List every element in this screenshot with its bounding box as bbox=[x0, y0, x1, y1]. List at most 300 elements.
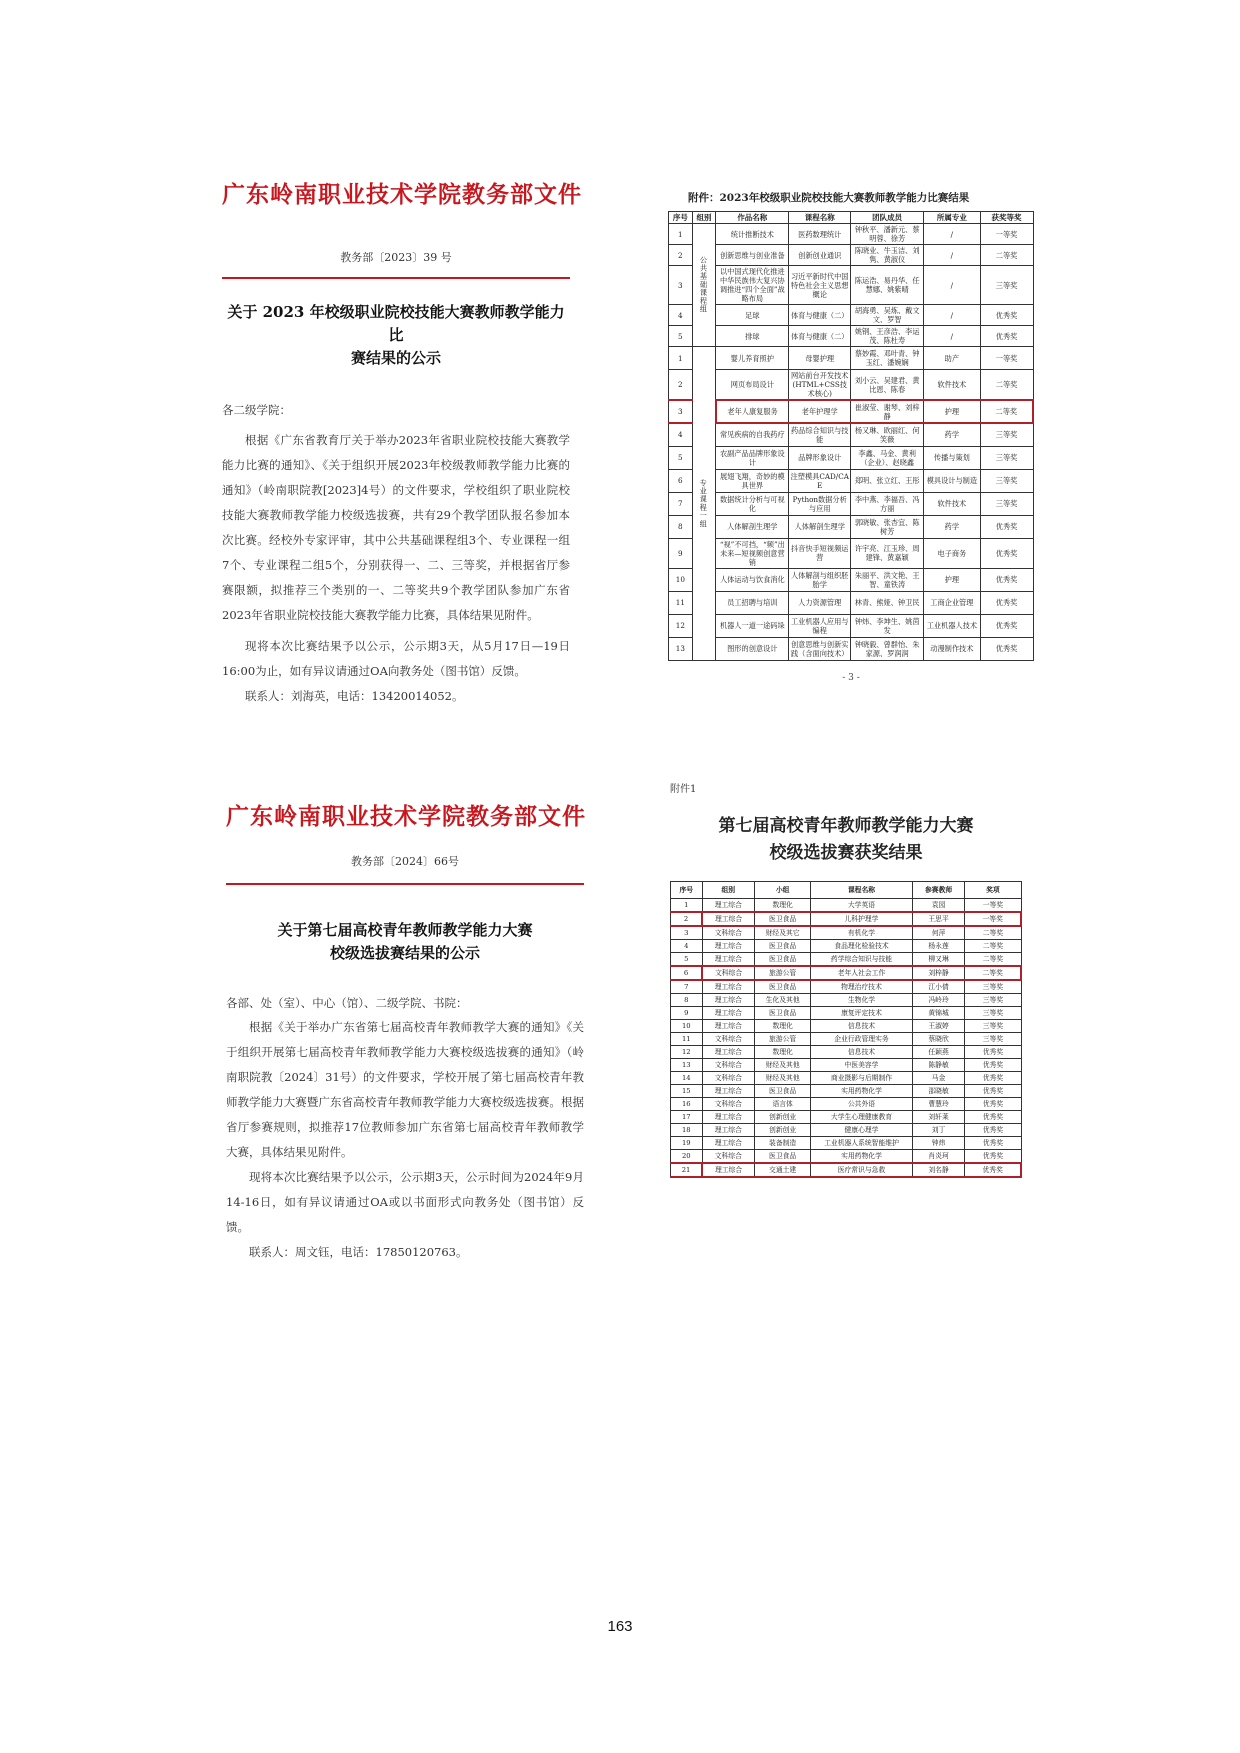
column-header: 序号 bbox=[671, 882, 703, 899]
column-header: 组别 bbox=[692, 212, 716, 224]
column-header: 课程名称 bbox=[811, 882, 913, 899]
table-cell: 崔淑莹、谢琴、刘梓静 bbox=[851, 400, 924, 423]
cell-index: 2 bbox=[669, 370, 693, 401]
inner-page-marker: - 3 - bbox=[842, 672, 860, 683]
table-cell: 数理化 bbox=[755, 899, 811, 913]
body-paragraph: 根据《广东省教育厅关于举办2023年省职业院校技能大赛教学能力比赛的通知》、《关于组织开展2023年校级教师教学能力比赛的通知》（岭南职院教[2023]4号）的文件要求，学校组织了职业院校技能大赛教师教学能力校级选拔赛，共有29个教学团队报名参加本次比赛。经校外专家评审，其中公共基础课程组3个、专业课程一组7个、专业课程二组5个，分别获得一、二、三等奖，并根据省厅参赛限额，拟推荐三个类别的一、二等奖共9个教学团队参加广东省2023年省职业院校技能大赛教学能力比赛，具体结果见附件。 bbox=[222, 433, 570, 622]
results-table bbox=[670, 881, 1022, 1178]
table-cell: 以中国式现代化推进中华民族伟大复兴协调推进“四个全面”战略布局 bbox=[716, 266, 789, 305]
table-cell: 三等奖 bbox=[980, 492, 1033, 515]
table-cell: 一等奖 bbox=[980, 347, 1033, 370]
table-cell: 机器人一道一途码垛 bbox=[716, 614, 789, 637]
table-cell: 体育与健康（二） bbox=[789, 326, 851, 347]
table-cell: 农副产品品牌形象设计 bbox=[716, 446, 789, 469]
table-cell: 老年人康复服务 bbox=[716, 400, 789, 423]
column-header: 获奖等奖 bbox=[980, 212, 1033, 224]
table-cell: 三等奖 bbox=[965, 1020, 1021, 1033]
table-cell: 模具设计与制造 bbox=[924, 469, 980, 492]
table-cell: 朱丽平、洪文艳、王智、童铁涛 bbox=[851, 568, 924, 591]
red-divider bbox=[226, 883, 584, 885]
table-title: 附件：2023年校级职业院校技能大赛教师教学能力比赛结果 bbox=[688, 192, 970, 204]
table-cell: 优秀奖 bbox=[965, 1137, 1021, 1150]
cell-index: 3 bbox=[669, 400, 693, 423]
table-cell: 医疗常识与急救 bbox=[811, 1163, 913, 1177]
cell-index: 15 bbox=[671, 1085, 703, 1098]
table-cell: 老年人社会工作 bbox=[811, 966, 913, 980]
table-row bbox=[669, 370, 1034, 401]
table-cell: 文科综合 bbox=[702, 1059, 755, 1072]
table-cell: 创新创业通识 bbox=[789, 245, 851, 266]
table-cell: 李鑫、马金、黄利（企业）、赵晓鑫 bbox=[851, 446, 924, 469]
table-cell: 医药数理统计 bbox=[789, 224, 851, 245]
table-cell: 实用药物化学 bbox=[811, 1085, 913, 1098]
table-cell: 二等奖 bbox=[965, 940, 1021, 953]
title-line: 关于 2023 年校级职业院校技能大赛教师教学能力比 bbox=[227, 303, 565, 344]
cell-index: 11 bbox=[671, 1033, 703, 1046]
table-cell: 工业机器人技术 bbox=[924, 614, 980, 637]
table-cell: 药学综合知识与技能 bbox=[811, 953, 913, 967]
table-cell: 蔡晓欣 bbox=[912, 1033, 965, 1046]
results-table bbox=[668, 211, 1034, 661]
table-cell: 刘丁 bbox=[912, 1124, 965, 1137]
cell-index: 9 bbox=[671, 1007, 703, 1020]
results-table-2023 bbox=[668, 190, 1034, 683]
table-cell: 创新创业 bbox=[755, 1111, 811, 1124]
table-cell: / bbox=[924, 245, 980, 266]
table-cell: 优秀奖 bbox=[965, 1124, 1021, 1137]
table-row bbox=[671, 1059, 1022, 1072]
table-cell: 理工综合 bbox=[702, 980, 755, 994]
table-cell: 药学 bbox=[924, 515, 980, 538]
table-row bbox=[671, 1163, 1022, 1177]
table-cell: 创新思维与创业准备 bbox=[716, 245, 789, 266]
doc-number-2023: 教务部〔2023〕39 号 bbox=[340, 251, 452, 264]
cell-index: 4 bbox=[669, 305, 693, 326]
title-line: 校级选拔赛获奖结果 bbox=[769, 843, 923, 863]
cell-index: 4 bbox=[669, 423, 693, 446]
table-row bbox=[669, 538, 1034, 568]
table-row bbox=[669, 568, 1034, 591]
table-cell: 三等奖 bbox=[980, 469, 1033, 492]
cell-index: 3 bbox=[671, 926, 703, 940]
table-cell: 工业机器人应用与编程 bbox=[789, 614, 851, 637]
table-cell: 公共外语 bbox=[811, 1098, 913, 1111]
doc-header-2024: 广东岭南职业技术学院教务部文件 bbox=[226, 803, 586, 830]
cell-index: 11 bbox=[669, 591, 693, 614]
table-cell: / bbox=[924, 224, 980, 245]
table-cell: 优秀奖 bbox=[980, 515, 1033, 538]
table-cell: 健康心理学 bbox=[811, 1124, 913, 1137]
cell-index: 9 bbox=[669, 538, 693, 568]
cell-index: 14 bbox=[671, 1072, 703, 1085]
table-cell: 优秀奖 bbox=[965, 1098, 1021, 1111]
table-cell: 品牌形象设计 bbox=[789, 446, 851, 469]
table-cell: 一等奖 bbox=[965, 899, 1021, 913]
table-cell: 二等奖 bbox=[980, 370, 1033, 401]
table-cell: 人力资源管理 bbox=[789, 591, 851, 614]
cell-index: 10 bbox=[669, 568, 693, 591]
table-cell: 理工综合 bbox=[702, 899, 755, 913]
table-cell: 康复评定技术 bbox=[811, 1007, 913, 1020]
table-cell: 企业行政管理实务 bbox=[811, 1033, 913, 1046]
table-cell: 创新创业 bbox=[755, 1124, 811, 1137]
table-row bbox=[669, 614, 1034, 637]
table-cell: 物理治疗技术 bbox=[811, 980, 913, 994]
table-cell: 软件技术 bbox=[924, 370, 980, 401]
table-cell: 财经及其它 bbox=[755, 926, 811, 940]
table-cell: 袁园 bbox=[912, 899, 965, 913]
cell-index: 16 bbox=[671, 1098, 703, 1111]
cell-index: 3 bbox=[669, 266, 693, 305]
table-cell: 刘轩莱 bbox=[912, 1111, 965, 1124]
table-cell: 交通土建 bbox=[755, 1163, 811, 1177]
column-header: 作品名称 bbox=[716, 212, 789, 224]
table-cell: 药品综合知识与技能 bbox=[789, 423, 851, 446]
table-cell: 财经及其他 bbox=[755, 1072, 811, 1085]
cell-group: 公共基础课程组 bbox=[692, 224, 716, 347]
table-cell: 人体运动与饮食消化 bbox=[716, 568, 789, 591]
table-cell: 工业机器人系统智能维护 bbox=[811, 1137, 913, 1150]
table-cell: 理工综合 bbox=[702, 1124, 755, 1137]
table-cell: 一等奖 bbox=[980, 224, 1033, 245]
table-cell: 食品理化检验技术 bbox=[811, 940, 913, 953]
table-cell: 医卫食品 bbox=[755, 980, 811, 994]
table-cell: 江小倩 bbox=[912, 980, 965, 994]
body-paragraph: 根据《关于举办广东省第七届高校青年教师教学大赛的通知》《关于组织开展第七届高校青年教师教学能力大赛校级选拔赛的通知》（岭南职院教〔2024〕31号）的文件要求，学校开展了第七届高校青年教师教学能力大赛暨广东省高校青年教师教学能力大赛校级选拔赛。根据省厅参赛规则，拟推荐17位教师参加广东省第七届高校青年教师教学大赛，具体结果见附件。 bbox=[226, 1020, 584, 1159]
table-cell: 理工综合 bbox=[702, 953, 755, 967]
table-cell: 展翅飞翔，奇妙的模具世界 bbox=[716, 469, 789, 492]
table-cell: 人体解剖生理学 bbox=[716, 515, 789, 538]
table-row bbox=[669, 446, 1034, 469]
cell-index: 5 bbox=[669, 446, 693, 469]
page-number: 163 bbox=[607, 1618, 633, 1635]
table-row bbox=[671, 1124, 1022, 1137]
table-cell: 钟秋平、潘新元、蔡明蓉、徐芳 bbox=[851, 224, 924, 245]
table-row bbox=[669, 224, 1034, 245]
table-cell: 大学英语 bbox=[811, 899, 913, 913]
notice-2024 bbox=[226, 798, 584, 1265]
table-cell: 三等奖 bbox=[965, 1033, 1021, 1046]
table-cell: 人体解剖与组织胚胎学 bbox=[789, 568, 851, 591]
table-row bbox=[671, 1007, 1022, 1020]
table-cell: 网站前台开发技术(HTML+CSS技术核心) bbox=[789, 370, 851, 401]
table-cell: 优秀奖 bbox=[965, 1046, 1021, 1059]
table-body bbox=[669, 224, 1034, 661]
column-header: 所属专业 bbox=[924, 212, 980, 224]
table-cell: 钟炜、李坤生、姚茵发 bbox=[851, 614, 924, 637]
table-cell: 刘梓静 bbox=[912, 966, 965, 980]
table-cell: 创意思维与创新实践（含面向技术） bbox=[789, 637, 851, 660]
table-cell: 数理化 bbox=[755, 1046, 811, 1059]
table-cell: 药学 bbox=[924, 423, 980, 446]
table-cell: 理工综合 bbox=[702, 1111, 755, 1124]
table-cell: 抖音快手短视频运营 bbox=[789, 538, 851, 568]
cell-index: 12 bbox=[669, 614, 693, 637]
cell-index: 19 bbox=[671, 1137, 703, 1150]
table-cell: 二等奖 bbox=[965, 953, 1021, 967]
body-paragraph: 现将本次比赛结果予以公示，公示期3天，公示时间为2024年9月14-16日，如有异议请通过OA或以书面形式向教务处（图书馆）反馈。 bbox=[226, 1170, 584, 1234]
table-cell: 郑明、张立红、王彤 bbox=[851, 469, 924, 492]
table-row bbox=[671, 980, 1022, 994]
cell-group: 专业课程一组 bbox=[692, 347, 716, 661]
table-body bbox=[671, 899, 1022, 1178]
table-cell: 王思平 bbox=[912, 912, 965, 926]
table-row bbox=[671, 1111, 1022, 1124]
title-line: 关于第七届高校青年教师教学能力大赛 bbox=[277, 921, 533, 939]
table-cell: 医卫食品 bbox=[755, 1085, 811, 1098]
table-row bbox=[669, 591, 1034, 614]
table-cell: 理工综合 bbox=[702, 1007, 755, 1020]
table-cell: 柳又琳 bbox=[912, 953, 965, 967]
table-cell: 三等奖 bbox=[980, 266, 1033, 305]
column-header: 奖项 bbox=[965, 882, 1021, 899]
table-cell: 儿科护理学 bbox=[811, 912, 913, 926]
table-row bbox=[671, 994, 1022, 1007]
table-cell: 姚钢、王彦浩、李运茂、陈杜寿 bbox=[851, 326, 924, 347]
table-cell: 郭晓敏、张杏宜、陈树芳 bbox=[851, 515, 924, 538]
table-cell: 图形的创意设计 bbox=[716, 637, 789, 660]
cell-index: 17 bbox=[671, 1111, 703, 1124]
table-cell: 王淑婷 bbox=[912, 1020, 965, 1033]
table-cell: 黄锦城 bbox=[912, 1007, 965, 1020]
table-cell: 医卫食品 bbox=[755, 953, 811, 967]
doc-header-2023: 广东岭南职业技术学院教务部文件 bbox=[222, 181, 582, 208]
column-header: 课程名称 bbox=[789, 212, 851, 224]
table-cell: 马金 bbox=[912, 1072, 965, 1085]
table-cell: 优秀奖 bbox=[965, 1163, 1021, 1177]
table-cell: 优秀奖 bbox=[965, 1111, 1021, 1124]
table-row bbox=[669, 637, 1034, 660]
table-cell: 常见疾病的自我药疗 bbox=[716, 423, 789, 446]
contact-line: 联系人：周文钰，电话：17850120763。 bbox=[249, 1245, 468, 1259]
table-cell: 陈晓业、牛玉洁、刘隽、黄淑仪 bbox=[851, 245, 924, 266]
table-cell: 理工综合 bbox=[702, 1085, 755, 1098]
table-cell: 肖炎珂 bbox=[912, 1150, 965, 1164]
table-cell: 优秀奖 bbox=[980, 326, 1033, 347]
notice-title-2024 bbox=[226, 919, 584, 965]
title-line: 校级选拔赛结果的公示 bbox=[329, 944, 480, 962]
table-cell: 工商企业管理 bbox=[924, 591, 980, 614]
table-cell: 旅游公管 bbox=[755, 1033, 811, 1046]
table-cell: 网页布局设计 bbox=[716, 370, 789, 401]
table-cell: 优秀奖 bbox=[980, 591, 1033, 614]
table-cell: 生化及其他 bbox=[755, 994, 811, 1007]
body-paragraph: 现将本次比赛结果予以公示，公示期3天，从5月17日—19日16:00为止，如有异议请通过OA向教务处（图书馆）反馈。 bbox=[222, 639, 570, 678]
table-cell: 医卫食品 bbox=[755, 1007, 811, 1020]
table-cell: 何萍 bbox=[912, 926, 965, 940]
table-cell: 三等奖 bbox=[980, 423, 1033, 446]
table-cell: 理工综合 bbox=[702, 1020, 755, 1033]
table-row bbox=[671, 1020, 1022, 1033]
cell-index: 5 bbox=[669, 326, 693, 347]
column-header: 序号 bbox=[669, 212, 693, 224]
table-row bbox=[671, 912, 1022, 926]
table-cell: 理工综合 bbox=[702, 1137, 755, 1150]
table-cell: 理工综合 bbox=[702, 912, 755, 926]
table-cell: 助产 bbox=[924, 347, 980, 370]
cell-index: 8 bbox=[669, 515, 693, 538]
table-cell: 软件技术 bbox=[924, 492, 980, 515]
table-row bbox=[671, 1046, 1022, 1059]
table-cell: 动漫制作技术 bbox=[924, 637, 980, 660]
cell-index: 5 bbox=[671, 953, 703, 967]
red-divider bbox=[222, 277, 570, 279]
table-cell: 文科综合 bbox=[702, 966, 755, 980]
table-cell: 装备制造 bbox=[755, 1137, 811, 1150]
column-header: 参赛教师 bbox=[912, 882, 965, 899]
table-cell: 优秀奖 bbox=[980, 568, 1033, 591]
table-cell: 文科综合 bbox=[702, 1098, 755, 1111]
table-cell: 旅游公管 bbox=[755, 966, 811, 980]
cell-index: 1 bbox=[669, 347, 693, 370]
salutation-2023: 各二级学院： bbox=[222, 403, 291, 417]
table-cell: 信息技术 bbox=[811, 1020, 913, 1033]
table-cell: 文科综合 bbox=[702, 1072, 755, 1085]
table-cell: 足球 bbox=[716, 305, 789, 326]
cell-index: 20 bbox=[671, 1150, 703, 1164]
table-cell: 文科综合 bbox=[702, 926, 755, 940]
table-row bbox=[671, 1033, 1022, 1046]
table-row bbox=[669, 305, 1034, 326]
table-cell: 优秀奖 bbox=[965, 1072, 1021, 1085]
table-cell: 二等奖 bbox=[965, 926, 1021, 940]
table-cell: 冯岭玲 bbox=[912, 994, 965, 1007]
annex-label: 附件1 bbox=[670, 784, 697, 795]
table-cell: 护理 bbox=[924, 400, 980, 423]
title-line: 第七届高校青年教师教学能力大赛 bbox=[718, 816, 974, 836]
cell-index: 6 bbox=[671, 966, 703, 980]
table-cell: 传播与策划 bbox=[924, 446, 980, 469]
table-row bbox=[669, 423, 1034, 446]
table-cell: 理工综合 bbox=[702, 994, 755, 1007]
cell-index: 10 bbox=[671, 1020, 703, 1033]
table-cell: 实用药物化学 bbox=[811, 1150, 913, 1164]
column-header: 组别 bbox=[702, 882, 755, 899]
cell-index: 12 bbox=[671, 1046, 703, 1059]
table-cell: 优秀奖 bbox=[965, 1085, 1021, 1098]
cell-index: 7 bbox=[671, 980, 703, 994]
table-cell: 三等奖 bbox=[965, 980, 1021, 994]
table-cell: 优秀奖 bbox=[965, 1150, 1021, 1164]
salutation-2024: 各部、处（室）、中心（馆）、二级学院、书院： bbox=[226, 996, 468, 1010]
table-row bbox=[671, 1137, 1022, 1150]
table-cell: / bbox=[924, 326, 980, 347]
table-row bbox=[669, 469, 1034, 492]
table-cell: 三等奖 bbox=[965, 1007, 1021, 1020]
cell-index: 4 bbox=[671, 940, 703, 953]
cell-index: 21 bbox=[671, 1163, 703, 1177]
table-cell: 陈静敏 bbox=[912, 1059, 965, 1072]
table-row bbox=[671, 1150, 1022, 1164]
table-row bbox=[669, 266, 1034, 305]
table-row bbox=[671, 899, 1022, 913]
cell-index: 8 bbox=[671, 994, 703, 1007]
table-cell: 任颖燕 bbox=[912, 1046, 965, 1059]
table-cell: 二等奖 bbox=[980, 400, 1033, 423]
table-cell: 大学生心理健康教育 bbox=[811, 1111, 913, 1124]
table-cell: 体育与健康（二） bbox=[789, 305, 851, 326]
table-cell: 文科综合 bbox=[702, 1150, 755, 1164]
table-cell: 语言体 bbox=[755, 1098, 811, 1111]
table-cell: 医卫食品 bbox=[755, 940, 811, 953]
table-cell: 财经及其他 bbox=[755, 1059, 811, 1072]
table-cell: 蔡妙霞、邓叶青、钟玉红、潘婉娴 bbox=[851, 347, 924, 370]
table-cell: 钟晓毅、曾群怡、朱家源、罗润润 bbox=[851, 637, 924, 660]
table-cell: / bbox=[924, 305, 980, 326]
table-row bbox=[669, 515, 1034, 538]
table-cell: 数据统计分析与可视化 bbox=[716, 492, 789, 515]
table-cell: 李中燕、李福吾、冯方丽 bbox=[851, 492, 924, 515]
table-cell: 优秀奖 bbox=[965, 1059, 1021, 1072]
table-row bbox=[669, 245, 1034, 266]
notice-2023 bbox=[222, 176, 582, 709]
table-row bbox=[671, 1072, 1022, 1085]
table-cell: 老年护理学 bbox=[789, 400, 851, 423]
table-cell: 文科综合 bbox=[702, 1033, 755, 1046]
table-cell: 医卫食品 bbox=[755, 912, 811, 926]
doc-number-2024: 教务部〔2024〕66号 bbox=[351, 855, 459, 868]
column-header: 小组 bbox=[755, 882, 811, 899]
table-cell: 邵晓敏 bbox=[912, 1085, 965, 1098]
cell-index: 13 bbox=[669, 637, 693, 660]
table-cell: 优秀奖 bbox=[980, 637, 1033, 660]
table-cell: 二等奖 bbox=[965, 966, 1021, 980]
table-header-row bbox=[669, 212, 1034, 224]
title-line: 赛结果的公示 bbox=[350, 349, 441, 367]
cell-index: 7 bbox=[669, 492, 693, 515]
table-title-2024 bbox=[670, 813, 1022, 867]
cell-index: 13 bbox=[671, 1059, 703, 1072]
table-row bbox=[671, 1085, 1022, 1098]
table-row bbox=[671, 953, 1022, 967]
cell-index: 1 bbox=[671, 899, 703, 913]
table-cell: / bbox=[924, 266, 980, 305]
table-row bbox=[671, 1098, 1022, 1111]
table-cell: 理工综合 bbox=[702, 1046, 755, 1059]
table-row bbox=[671, 966, 1022, 980]
table-cell: 医卫食品 bbox=[755, 1150, 811, 1164]
table-cell: 生物化学 bbox=[811, 994, 913, 1007]
table-cell: Python数据分析与应用 bbox=[789, 492, 851, 515]
table-row bbox=[669, 400, 1034, 423]
table-cell: 排球 bbox=[716, 326, 789, 347]
table-cell: 电子商务 bbox=[924, 538, 980, 568]
table-cell: 陈运浩、易丹华、任慧娜、姚紫晴 bbox=[851, 266, 924, 305]
table-cell: 有机化学 bbox=[811, 926, 913, 940]
table-cell: 母婴护理 bbox=[789, 347, 851, 370]
table-cell: 许宇亮、江玉珍、周建锋、黄嘉颖 bbox=[851, 538, 924, 568]
table-cell: 理工综合 bbox=[702, 1163, 755, 1177]
table-cell: 优秀奖 bbox=[980, 305, 1033, 326]
table-cell: 中医美容学 bbox=[811, 1059, 913, 1072]
contact-line: 联系人：刘海英，电话：13420014052。 bbox=[245, 689, 464, 703]
table-cell: 注塑模具CAD/CAE bbox=[789, 469, 851, 492]
table-cell: 刘名静 bbox=[912, 1163, 965, 1177]
table-cell: 曹慧玲 bbox=[912, 1098, 965, 1111]
cell-index: 1 bbox=[669, 224, 693, 245]
table-cell: 数理化 bbox=[755, 1020, 811, 1033]
table-cell: 优秀奖 bbox=[980, 614, 1033, 637]
table-cell: 员工招聘与培训 bbox=[716, 591, 789, 614]
table-cell: 杨永莲 bbox=[912, 940, 965, 953]
table-cell: “视”不可挡，“频”出未来—短视频创意营销 bbox=[716, 538, 789, 568]
table-row bbox=[669, 326, 1034, 347]
table-row bbox=[669, 347, 1034, 370]
table-cell: 商业摄影与后期制作 bbox=[811, 1072, 913, 1085]
table-cell: 护理 bbox=[924, 568, 980, 591]
table-cell: 二等奖 bbox=[980, 245, 1033, 266]
table-cell: 胡海勇、吴炼、戴文文、罗智 bbox=[851, 305, 924, 326]
